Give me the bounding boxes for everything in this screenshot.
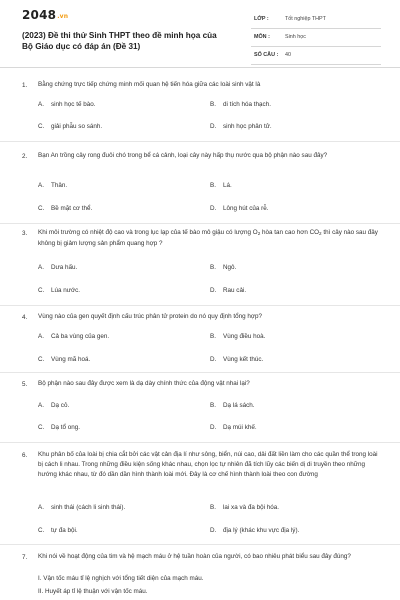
question-text: Khu phân bố của loài bị chia cắt bởi các vật cản địa lí như sông, biển, núi cao, dải đất liền làm cho các quần thể trong loài bị cách li nhau. Trong những điều kiện sống khác nhau, chọn lọc tự nhiên đã tích lũy các biến dị di truyền theo những hướng khác nhau, từ đó dần dần hình thành loài mới. Đây là cơ chế hình thành loài theo con đường (38, 451, 378, 478)
option-text: Lá. (223, 182, 232, 189)
meta-row-count (251, 48, 381, 65)
option-letter: D. (210, 205, 217, 212)
option-c[interactable] (38, 424, 80, 431)
option-letter: B. (210, 333, 216, 340)
question-number: 1. (22, 82, 28, 89)
meta-row-class (251, 12, 381, 29)
option-a[interactable] (38, 101, 95, 108)
question-number: 5. (22, 381, 28, 388)
option-text: Rau cải. (223, 287, 247, 294)
option-letter: B. (210, 402, 216, 409)
option-text: sinh học tế bào. (51, 101, 96, 108)
question-divider (0, 372, 400, 373)
question-number: 6. (22, 452, 28, 459)
option-d[interactable] (210, 205, 269, 212)
option-d[interactable] (210, 123, 272, 130)
option-a[interactable] (38, 504, 125, 511)
question-divider (0, 141, 400, 142)
option-text: Dạ múi khế. (223, 424, 257, 431)
option-letter: D. (210, 356, 217, 363)
meta-row-subject (251, 30, 381, 47)
option-letter: A. (38, 402, 44, 409)
option-letter: B. (210, 264, 216, 271)
option-c[interactable] (38, 287, 80, 294)
option-letter: C. (38, 123, 45, 130)
option-text: sinh học phân tử. (223, 123, 272, 130)
site-logo[interactable] (22, 8, 68, 22)
question-text-part: Khi môi trường có nhiệt độ cao và trong lục lạp của tế bào mô giậu có lượng O (38, 229, 258, 236)
option-b[interactable] (210, 182, 232, 189)
option-text: giải phẫu so sánh. (51, 123, 103, 130)
subscript: 2 (319, 231, 322, 236)
option-letter: C. (38, 527, 45, 534)
option-c[interactable] (38, 123, 102, 130)
question-number: 2. (22, 153, 28, 160)
option-letter: D. (210, 527, 217, 534)
option-text: tự đa bội. (51, 527, 78, 534)
question-text-part: hòa tan cao hơn CO (260, 229, 320, 236)
header-divider (0, 67, 400, 68)
option-c[interactable] (38, 527, 78, 534)
option-letter: D. (210, 123, 217, 130)
meta-value: 40 (285, 52, 291, 58)
meta-key: SỐ CÂU : (254, 52, 279, 58)
question-text: Vùng nào của gen quyết định cấu trúc phân tử protein do nó quy định tổng hợp? (38, 313, 263, 320)
option-text: Dạ lá sách. (223, 402, 255, 409)
option-b[interactable] (210, 101, 271, 108)
meta-value: Tốt nghiệp THPT (285, 16, 326, 22)
option-d[interactable] (210, 424, 257, 431)
option-letter: B. (210, 182, 216, 189)
option-letter: D. (210, 287, 217, 294)
option-letter: A. (38, 264, 44, 271)
meta-key: MÔN : (254, 34, 270, 40)
option-text: Bề mặt cơ thể. (51, 205, 93, 212)
option-letter: A. (38, 333, 44, 340)
option-letter: C. (38, 356, 45, 363)
option-text: Vùng kết thúc. (223, 356, 264, 363)
option-b[interactable] (210, 333, 265, 340)
option-b[interactable] (210, 402, 255, 409)
option-c[interactable] (38, 205, 92, 212)
subscript: 2 (257, 231, 261, 236)
option-d[interactable] (210, 527, 299, 534)
option-text: Vùng mã hoá. (51, 356, 91, 363)
question-divider (0, 305, 400, 306)
option-letter: C. (38, 205, 45, 212)
option-letter: A. (38, 101, 44, 108)
question-divider (0, 442, 400, 443)
logo-suffix: .vn (57, 13, 69, 20)
option-a[interactable] (38, 402, 69, 409)
option-text: di tích hóa thạch. (223, 101, 271, 108)
option-b[interactable] (210, 264, 236, 271)
statement-1: I. Vận tốc máu tỉ lệ nghịch với tổng tiết diện của mạch máu. (38, 575, 204, 582)
option-d[interactable] (210, 287, 246, 294)
option-text: Dạ tổ ong. (51, 424, 81, 431)
question-text-part: thì cây nào sau đây không bị giảm lượng sản phẩm quang hợp ? (38, 229, 378, 247)
question-text: Bộ phận nào sau đây được xem là dạ dày chính thức của động vật nhai lại? (38, 380, 250, 387)
question-number: 3. (22, 230, 28, 237)
option-text: Dạ cỏ. (51, 402, 70, 409)
option-text: Vùng điều hoà. (223, 333, 266, 340)
option-text: sinh thái (cách li sinh thái). (51, 504, 126, 511)
question-text: Bằng chứng trực tiếp chứng minh mối quan hệ tiến hóa giữa các loài sinh vật là (38, 81, 261, 88)
option-c[interactable] (38, 356, 90, 363)
option-a[interactable] (38, 333, 109, 340)
option-letter: D. (210, 424, 217, 431)
logo-text: 2048 (22, 8, 57, 22)
option-a[interactable] (38, 264, 77, 271)
exam-header (0, 0, 400, 68)
option-letter: B. (210, 504, 216, 511)
meta-key: LỚP : (254, 16, 269, 22)
option-letter: C. (38, 424, 45, 431)
question-divider (0, 544, 400, 545)
question-number: 7. (22, 554, 28, 561)
question-divider (0, 223, 400, 224)
option-letter: B. (210, 101, 216, 108)
option-text: Thân. (51, 182, 68, 189)
exam-meta-table (251, 12, 381, 66)
option-letter: A. (38, 182, 44, 189)
option-d[interactable] (210, 356, 263, 363)
option-text: Lúa nước. (51, 287, 81, 294)
option-text: địa lý (khác khu vực địa lý). (223, 527, 300, 534)
option-text: lai xa và đa bội hóa. (223, 504, 280, 511)
option-text: Ngô. (223, 264, 237, 271)
exam-title: (2023) Đề thi thử Sinh THPT theo đề minh họa của Bộ Giáo dục có đáp án (Đề 31) (22, 31, 217, 51)
question-text: Khi nói về hoạt động của tim và hệ mạch máu ở hệ tuần hoàn của người, có bao nhiêu phát biểu sau đây đúng? (38, 553, 351, 560)
option-text: Cả ba vùng của gen. (51, 333, 110, 340)
option-letter: C. (38, 287, 45, 294)
question-text: Bạn An trồng cây rong đuôi chó trong bể cá cảnh, loại cây này hấp thụ nước qua bộ phận nào sau đây? (38, 152, 328, 159)
option-b[interactable] (210, 504, 279, 511)
question-text (38, 228, 378, 249)
question-number: 4. (22, 314, 28, 321)
statement-2: II. Huyết áp tỉ lệ thuận với vận tốc máu. (38, 588, 148, 595)
option-text: Dưa hấu. (51, 264, 78, 271)
option-a[interactable] (38, 182, 67, 189)
meta-value: Sinh học (285, 34, 306, 40)
option-text: Lông hút của rễ. (223, 205, 269, 212)
option-letter: A. (38, 504, 44, 511)
